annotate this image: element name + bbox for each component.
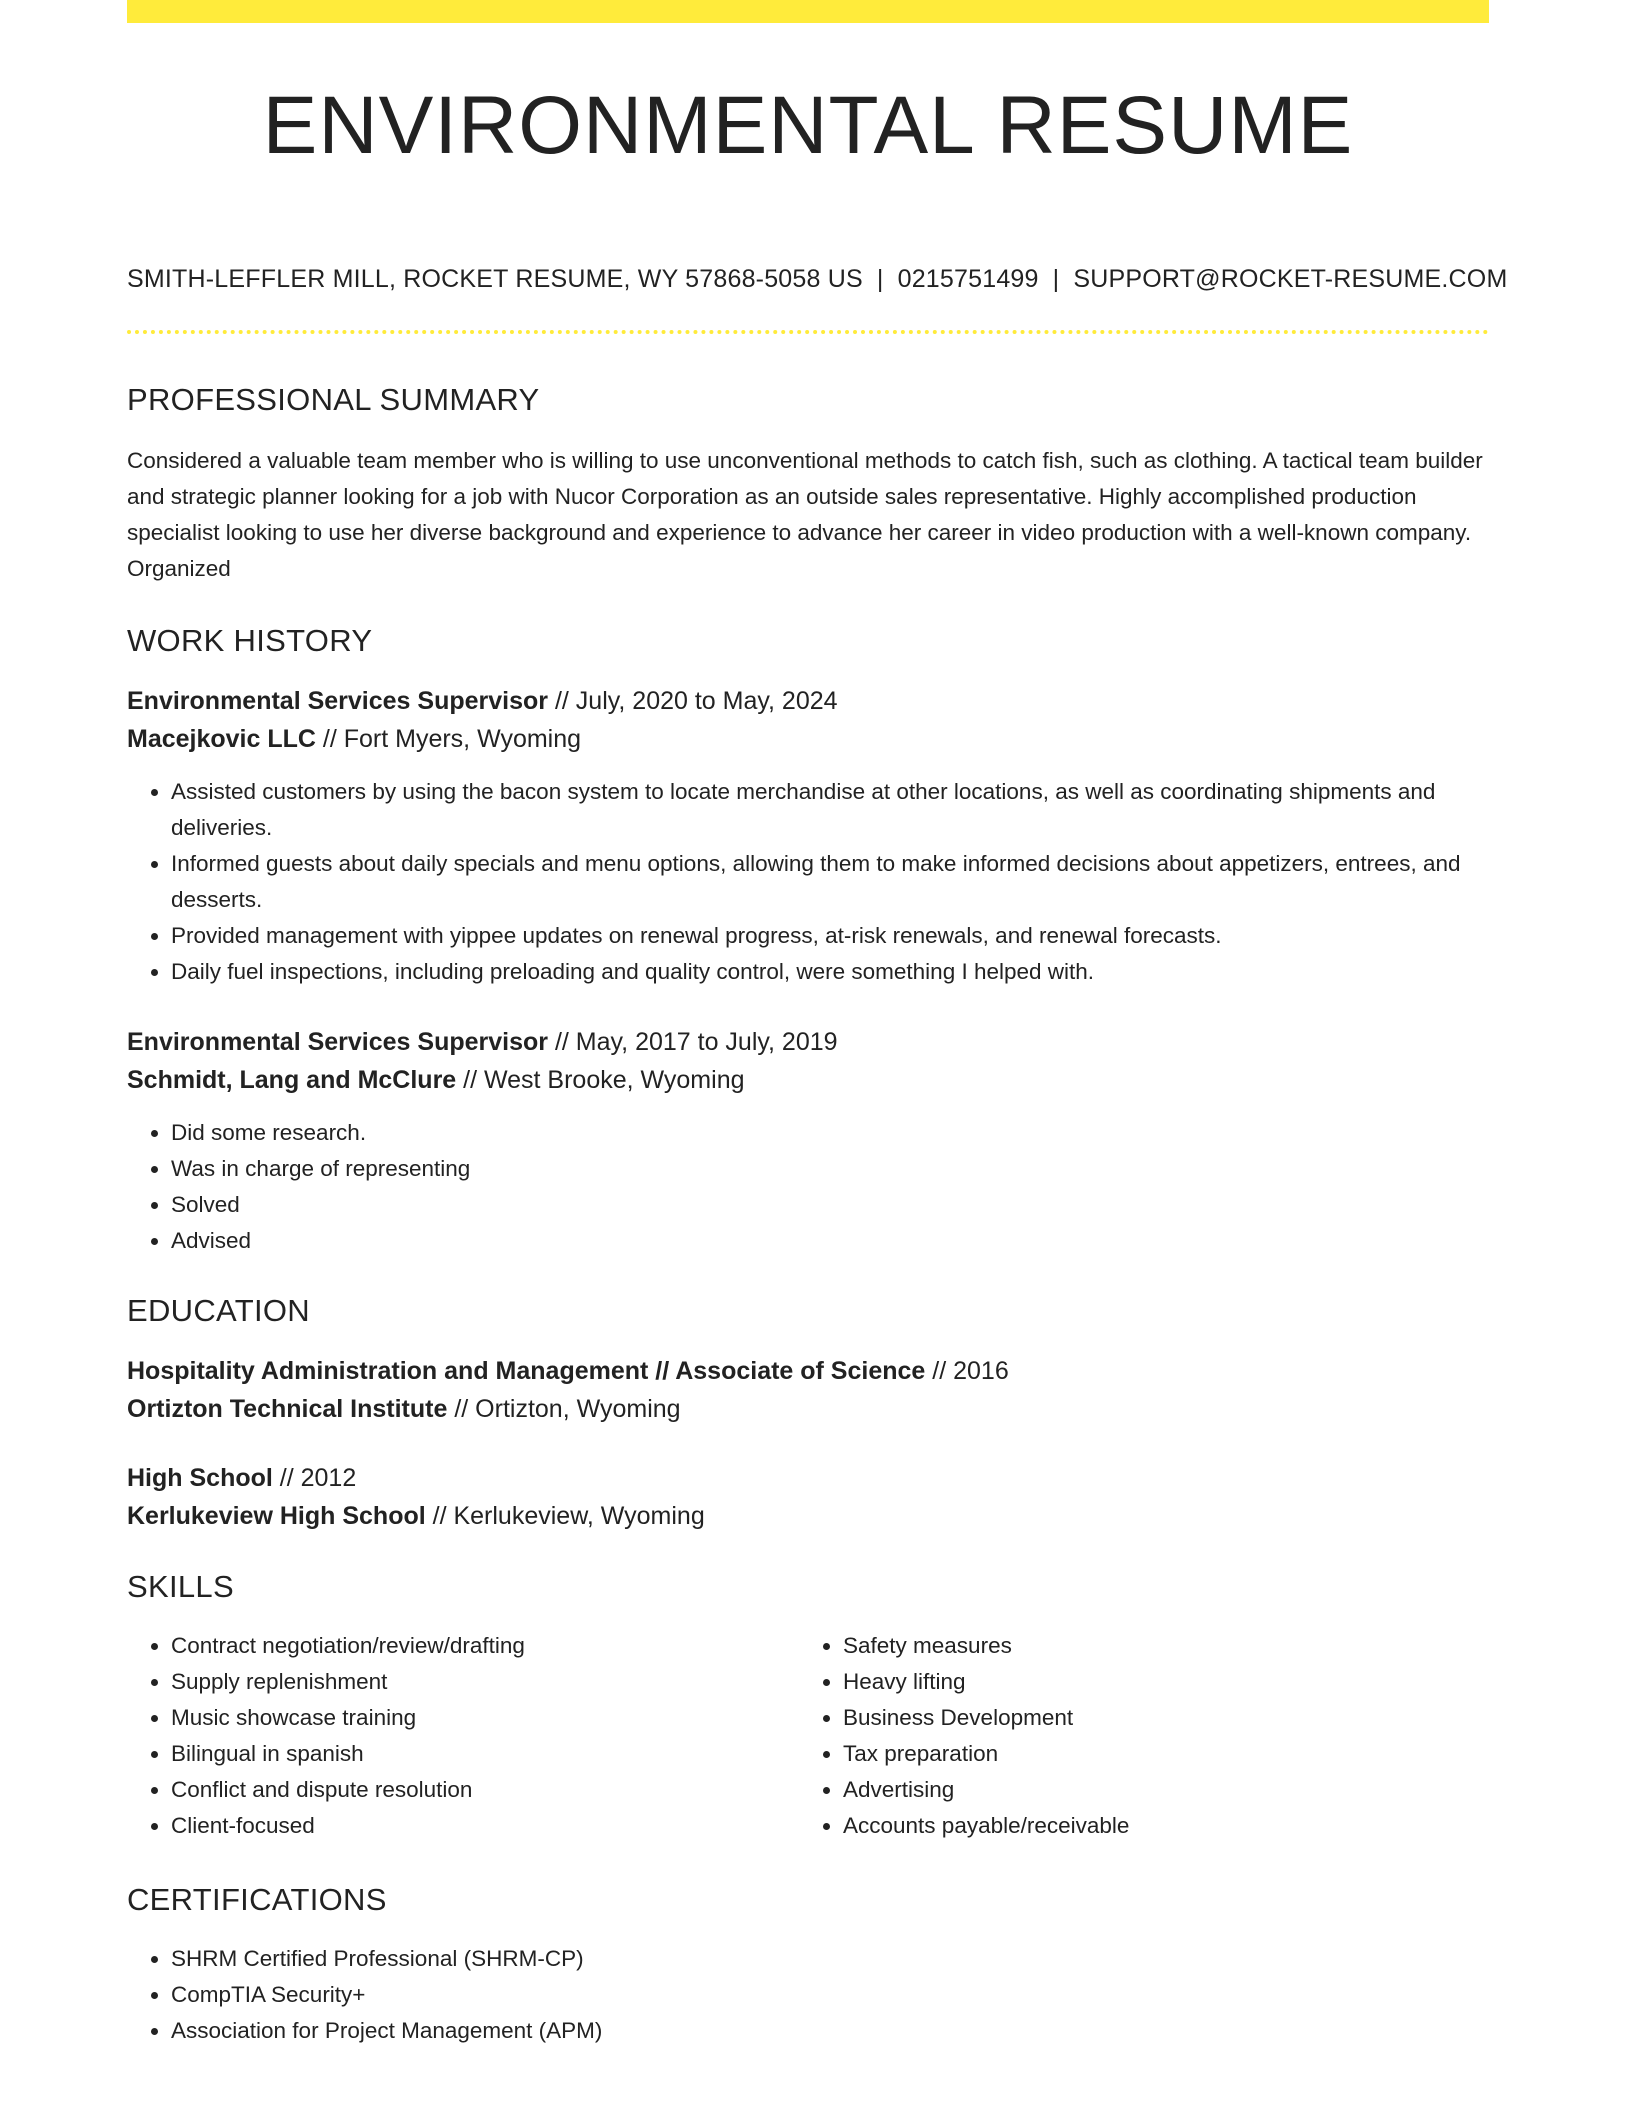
- skills-grid: [127, 1628, 1489, 1844]
- job-bullets: [127, 774, 1489, 990]
- list-item: • Did some research.: [171, 1115, 1489, 1151]
- job-dates: // July, 2020 to May, 2024: [548, 687, 838, 715]
- job-entry: [127, 682, 1489, 990]
- job-company: Macejkovic LLC: [127, 725, 316, 753]
- degree-line: [127, 1459, 1489, 1497]
- list-item: • SHRM Certified Professional (SHRM-CP): [171, 1941, 1489, 1977]
- list-item: • Business Development: [843, 1700, 1471, 1736]
- list-item: • Client-focused: [171, 1808, 799, 1844]
- job-company-line: [127, 720, 1489, 758]
- list-item: • Music showcase training: [171, 1700, 799, 1736]
- job-dates: // May, 2017 to July, 2019: [548, 1028, 838, 1056]
- resume-title: ENVIRONMENTAL RESUME: [262, 80, 1354, 171]
- list-item: • Contract negotiation/review/drafting: [171, 1628, 799, 1664]
- education-entry: [127, 1352, 1489, 1428]
- summary-heading: PROFESSIONAL SUMMARY: [127, 382, 540, 417]
- list-item: • Daily fuel inspections, including preloading and quality control, were something I helped with.: [171, 954, 1489, 990]
- list-item: • Informed guests about daily specials and menu options, allowing them to make informed decisions about appetizers, entrees, and desserts.: [171, 846, 1489, 918]
- accent-top-bar: [127, 0, 1489, 23]
- school: Kerlukeview High School: [127, 1502, 426, 1530]
- list-item: • Provided management with yippee updates on renewal progress, at-risk renewals, and renewal forecasts.: [171, 918, 1489, 954]
- school-line: [127, 1390, 1489, 1428]
- list-item: • Assisted customers by using the bacon system to locate merchandise at other locations, as well as coordinating shipments and deliveries.: [171, 774, 1489, 846]
- skills-column-left: [127, 1628, 799, 1844]
- list-item: • Accounts payable/receivable: [843, 1808, 1471, 1844]
- skills-list: [127, 1628, 799, 1844]
- list-item: • Was in charge of representing: [171, 1151, 1489, 1187]
- job-location: // West Brooke, Wyoming: [456, 1066, 745, 1094]
- contact-phone: 0215751499: [897, 265, 1039, 293]
- graduation-year: // 2016: [925, 1357, 1009, 1385]
- job-location: // Fort Myers, Wyoming: [315, 725, 582, 753]
- job-title: Environmental Services Supervisor: [127, 687, 549, 715]
- work-history-heading: WORK HISTORY: [127, 623, 373, 658]
- school: Ortizton Technical Institute: [127, 1395, 448, 1423]
- contact-address: SMITH-LEFFLER MILL, ROCKET RESUME, WY 57868-5058 US: [127, 265, 863, 293]
- list-item: • Advised: [171, 1223, 1489, 1259]
- school-line: [127, 1497, 1489, 1535]
- resume-page: [127, 0, 1508, 2049]
- list-item: • CompTIA Security+: [171, 1977, 1489, 2013]
- skills-heading: SKILLS: [127, 1569, 234, 1604]
- degree-line: [127, 1352, 1489, 1390]
- list-item: • Supply replenishment: [171, 1664, 799, 1700]
- certifications-heading: CERTIFICATIONS: [127, 1882, 387, 1917]
- list-item: • Solved: [171, 1187, 1489, 1223]
- list-item: • Tax preparation: [843, 1736, 1471, 1772]
- list-item: • Advertising: [843, 1772, 1471, 1808]
- list-item: • Bilingual in spanish: [171, 1736, 799, 1772]
- job-company: Schmidt, Lang and McClure: [127, 1066, 457, 1094]
- dotted-divider: [127, 330, 1489, 334]
- job-company-line: [127, 1061, 1489, 1099]
- school-location: // Ortizton, Wyoming: [447, 1395, 681, 1423]
- graduation-year: // 2012: [272, 1464, 357, 1492]
- list-item: • Safety measures: [843, 1628, 1471, 1664]
- degree: Hospitality Administration and Management // Associate of Science: [127, 1357, 926, 1385]
- contact-separator: |: [876, 265, 884, 293]
- degree: High School: [127, 1464, 273, 1492]
- job-title-line: [127, 682, 1489, 720]
- education-entry: [127, 1459, 1489, 1535]
- list-item: • Heavy lifting: [843, 1664, 1471, 1700]
- job-entry: [127, 1023, 1489, 1259]
- skills-column-right: [799, 1628, 1471, 1844]
- contact-email: SUPPORT@ROCKET-RESUME.COM: [1073, 265, 1508, 293]
- contact-separator: |: [1052, 265, 1060, 293]
- education-heading: EDUCATION: [127, 1293, 310, 1328]
- summary-text: Considered a valuable team member who is willing to use unconventional methods to catch fish, such as clothing. A tactical team builder and strategic planner looking for a job with Nucor Corporation as an outside sales representative. Highly accomplished production specialist looking to use her diverse background and experience to advance her career in video production with a well-known company. Organized: [127, 448, 1483, 581]
- skills-list: [799, 1628, 1471, 1844]
- job-bullets: [127, 1115, 1489, 1259]
- job-title-line: [127, 1023, 1489, 1061]
- school-location: // Kerlukeview, Wyoming: [425, 1502, 705, 1530]
- job-title: Environmental Services Supervisor: [127, 1028, 549, 1056]
- list-item: • Association for Project Management (APM): [171, 2013, 1489, 2049]
- list-item: • Conflict and dispute resolution: [171, 1772, 799, 1808]
- contact-line: [127, 265, 1508, 294]
- certifications-list: [127, 1941, 1489, 2049]
